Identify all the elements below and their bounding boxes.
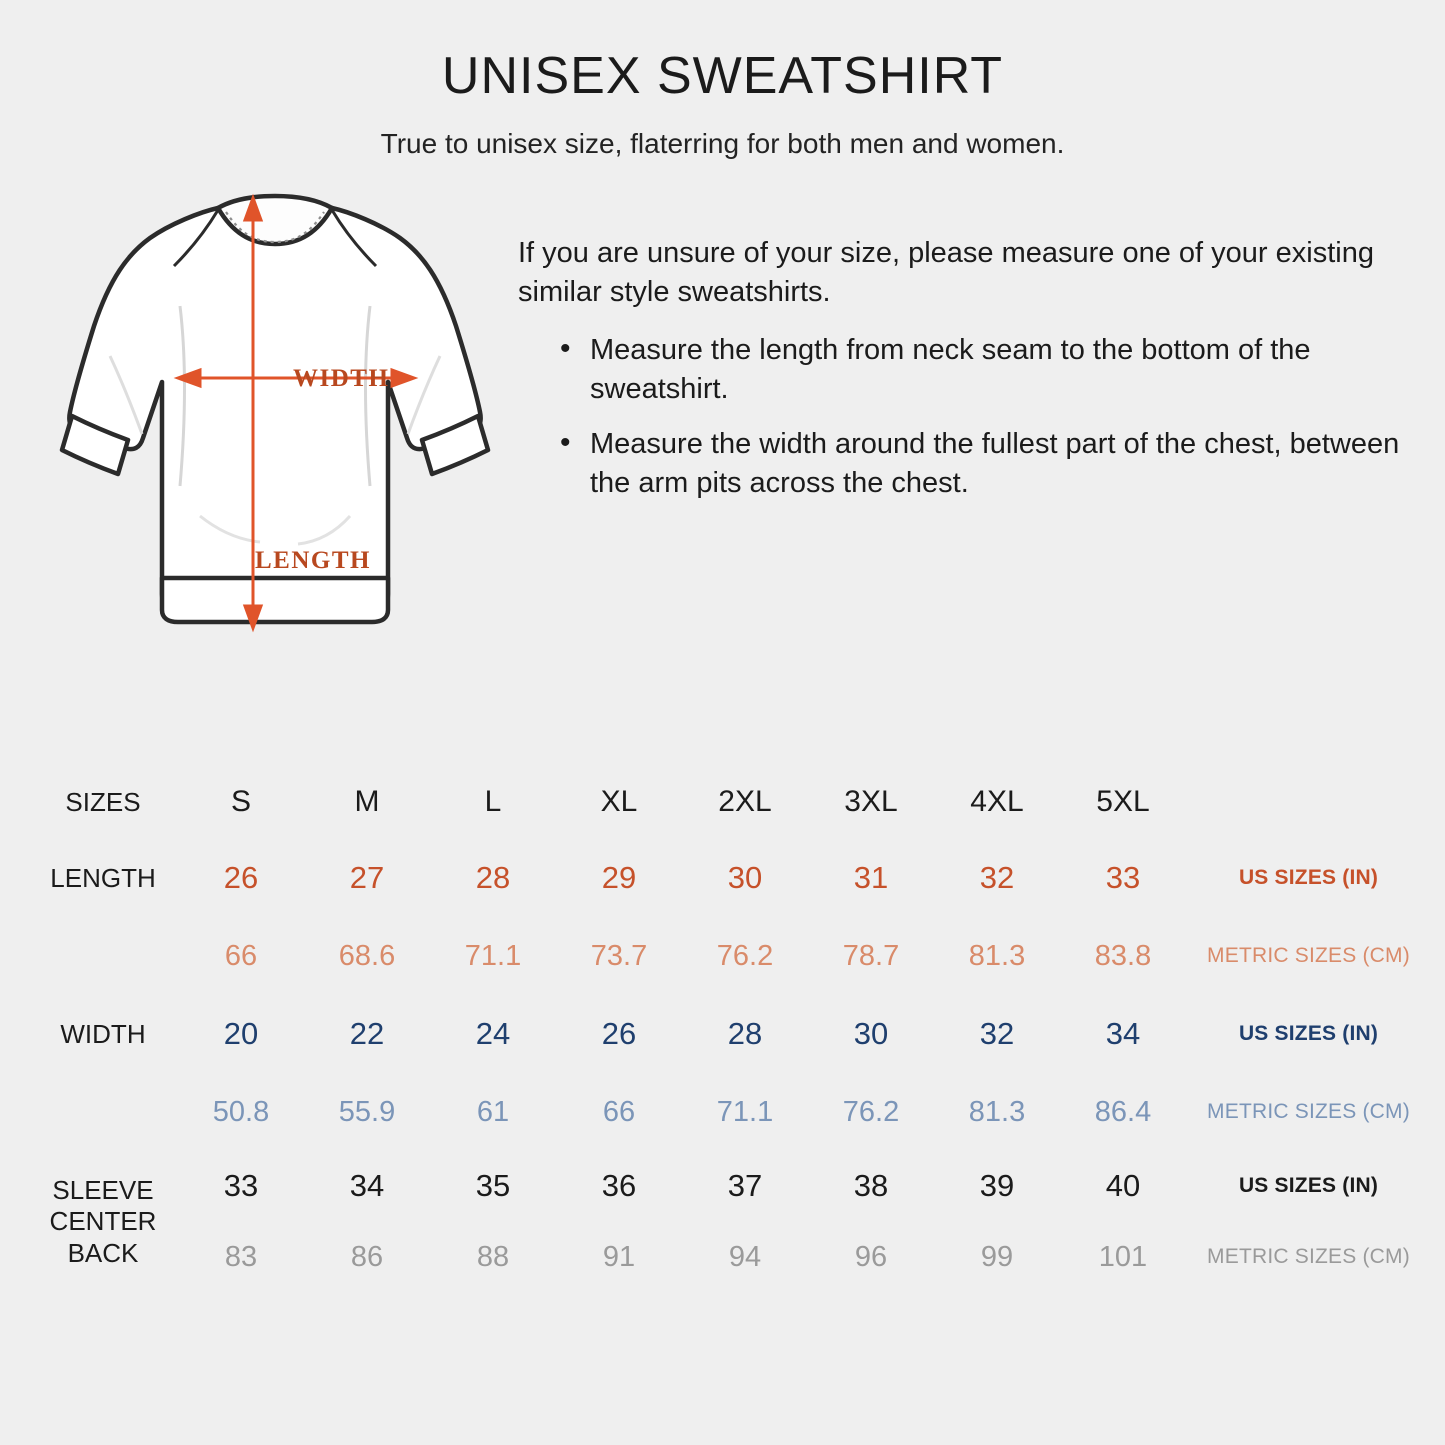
instructions-list: [518, 331, 1405, 504]
cell-sleeve-in: 33: [223, 1168, 259, 1203]
cell-width-in: 24: [475, 1016, 511, 1051]
cell-width-in: 34: [1105, 1016, 1141, 1051]
cell-sleeve-in: 40: [1105, 1168, 1141, 1203]
cell-width-cm: 76.2: [842, 1095, 900, 1128]
cell-length-cm: 81.3: [968, 939, 1026, 972]
row-label-line: CENTER: [49, 1206, 157, 1237]
cell-sleeve-cm: 83: [224, 1240, 258, 1273]
list-item: • Measure the width around the fullest part of the chest, between the arm pits across the chest.: [590, 425, 1405, 503]
unit-label-us: US SIZES (IN): [1238, 1022, 1379, 1045]
width-label: WIDTH: [293, 365, 390, 392]
table-row: [28, 839, 1431, 917]
cell-length-cm: 71.1: [464, 939, 522, 972]
cell-width-cm: 61: [476, 1095, 510, 1128]
column-header-size: S: [230, 785, 251, 818]
cell-width-cm: 86.4: [1094, 1095, 1152, 1128]
table-row: [28, 1221, 1431, 1293]
cell-length-in: 28: [475, 860, 511, 895]
cell-length-in: 31: [853, 860, 889, 895]
cell-sleeve-in: 36: [601, 1168, 637, 1203]
cell-length-cm: 78.7: [842, 939, 900, 972]
cell-width-in: 30: [853, 1016, 889, 1051]
cell-length-in: 33: [1105, 860, 1141, 895]
sweatshirt-diagram: [30, 186, 500, 661]
cell-sleeve-in: 38: [853, 1168, 889, 1203]
cell-sleeve-in: 35: [475, 1168, 511, 1203]
cell-sleeve-cm: 94: [728, 1240, 762, 1273]
cell-sleeve-cm: 86: [350, 1240, 384, 1273]
unit-label-us: US SIZES (IN): [1238, 866, 1379, 889]
size-table: [28, 765, 1431, 1293]
table-row: [28, 1151, 1431, 1221]
cell-width-cm: 66: [602, 1095, 636, 1128]
cell-length-in: 32: [979, 860, 1015, 895]
row-label-line: SLEEVE: [52, 1175, 154, 1206]
length-label: LENGTH: [255, 547, 371, 574]
cell-width-cm: 50.8: [212, 1095, 270, 1128]
cell-length-cm: 83.8: [1094, 939, 1152, 972]
size-table-area: [0, 765, 1445, 1293]
cell-width-in: 32: [979, 1016, 1015, 1051]
instructions-block: [500, 186, 1405, 519]
cell-width-in: 22: [349, 1016, 385, 1051]
table-corner-label: SIZES: [65, 786, 141, 817]
cell-width-in: 20: [223, 1016, 259, 1051]
cell-width-cm: 81.3: [968, 1095, 1026, 1128]
cell-sleeve-cm: 101: [1098, 1240, 1148, 1273]
sweatshirt-illustration-svg: [50, 186, 520, 656]
unit-label-metric: METRIC SIZES (CM): [1207, 1100, 1410, 1123]
unit-label-us: US SIZES (IN): [1238, 1174, 1379, 1197]
page-subtitle: True to unisex size, flaterring for both men and women.: [380, 128, 1065, 159]
cell-sleeve-cm: 88: [476, 1240, 510, 1273]
cell-width-in: 26: [601, 1016, 637, 1051]
cell-sleeve-cm: 96: [854, 1240, 888, 1273]
row-label-line: BACK: [67, 1237, 139, 1268]
row-label-sleeve-center-back: [28, 1151, 178, 1293]
page-title: UNISEX SWEATSHIRT: [441, 47, 1004, 105]
cell-width-in: 28: [727, 1016, 763, 1051]
table-row: [28, 995, 1431, 1073]
cell-length-in: 30: [727, 860, 763, 895]
column-header-size: M: [354, 785, 380, 818]
instructions-lead: If you are unsure of your size, please measure one of your existing similar style sweatshirts.: [518, 237, 1374, 309]
column-header-size: 5XL: [1096, 785, 1150, 818]
cell-sleeve-cm: 99: [980, 1240, 1014, 1273]
cell-length-cm: 76.2: [716, 939, 774, 972]
column-header-size: 2XL: [718, 785, 772, 818]
cell-sleeve-in: 39: [979, 1168, 1015, 1203]
unit-label-metric: METRIC SIZES (CM): [1207, 944, 1410, 967]
cell-length-cm: 68.6: [338, 939, 396, 972]
top-section: [0, 186, 1445, 661]
cell-length-cm: 66: [224, 939, 258, 972]
cell-length-in: 26: [223, 860, 259, 895]
cell-length-in: 29: [601, 860, 637, 895]
cell-sleeve-in: 37: [727, 1168, 763, 1203]
cell-width-cm: 71.1: [716, 1095, 774, 1128]
unit-label-metric: METRIC SIZES (CM): [1207, 1245, 1410, 1268]
column-header-size: L: [484, 785, 502, 818]
column-header-size: 4XL: [970, 785, 1024, 818]
cell-sleeve-in: 34: [349, 1168, 385, 1203]
column-header-size: XL: [600, 785, 638, 818]
cell-width-cm: 55.9: [338, 1095, 396, 1128]
cell-length-in: 27: [349, 860, 385, 895]
cell-length-cm: 73.7: [590, 939, 648, 972]
table-header-row: [28, 765, 1431, 839]
list-item: • Measure the length from neck seam to the bottom of the sweatshirt.: [590, 331, 1405, 409]
column-header-size: 3XL: [844, 785, 898, 818]
table-row: [28, 1073, 1431, 1151]
row-label-length: LENGTH: [50, 862, 156, 893]
cell-sleeve-cm: 91: [602, 1240, 636, 1273]
row-label-width: WIDTH: [60, 1018, 146, 1049]
table-row: [28, 917, 1431, 995]
